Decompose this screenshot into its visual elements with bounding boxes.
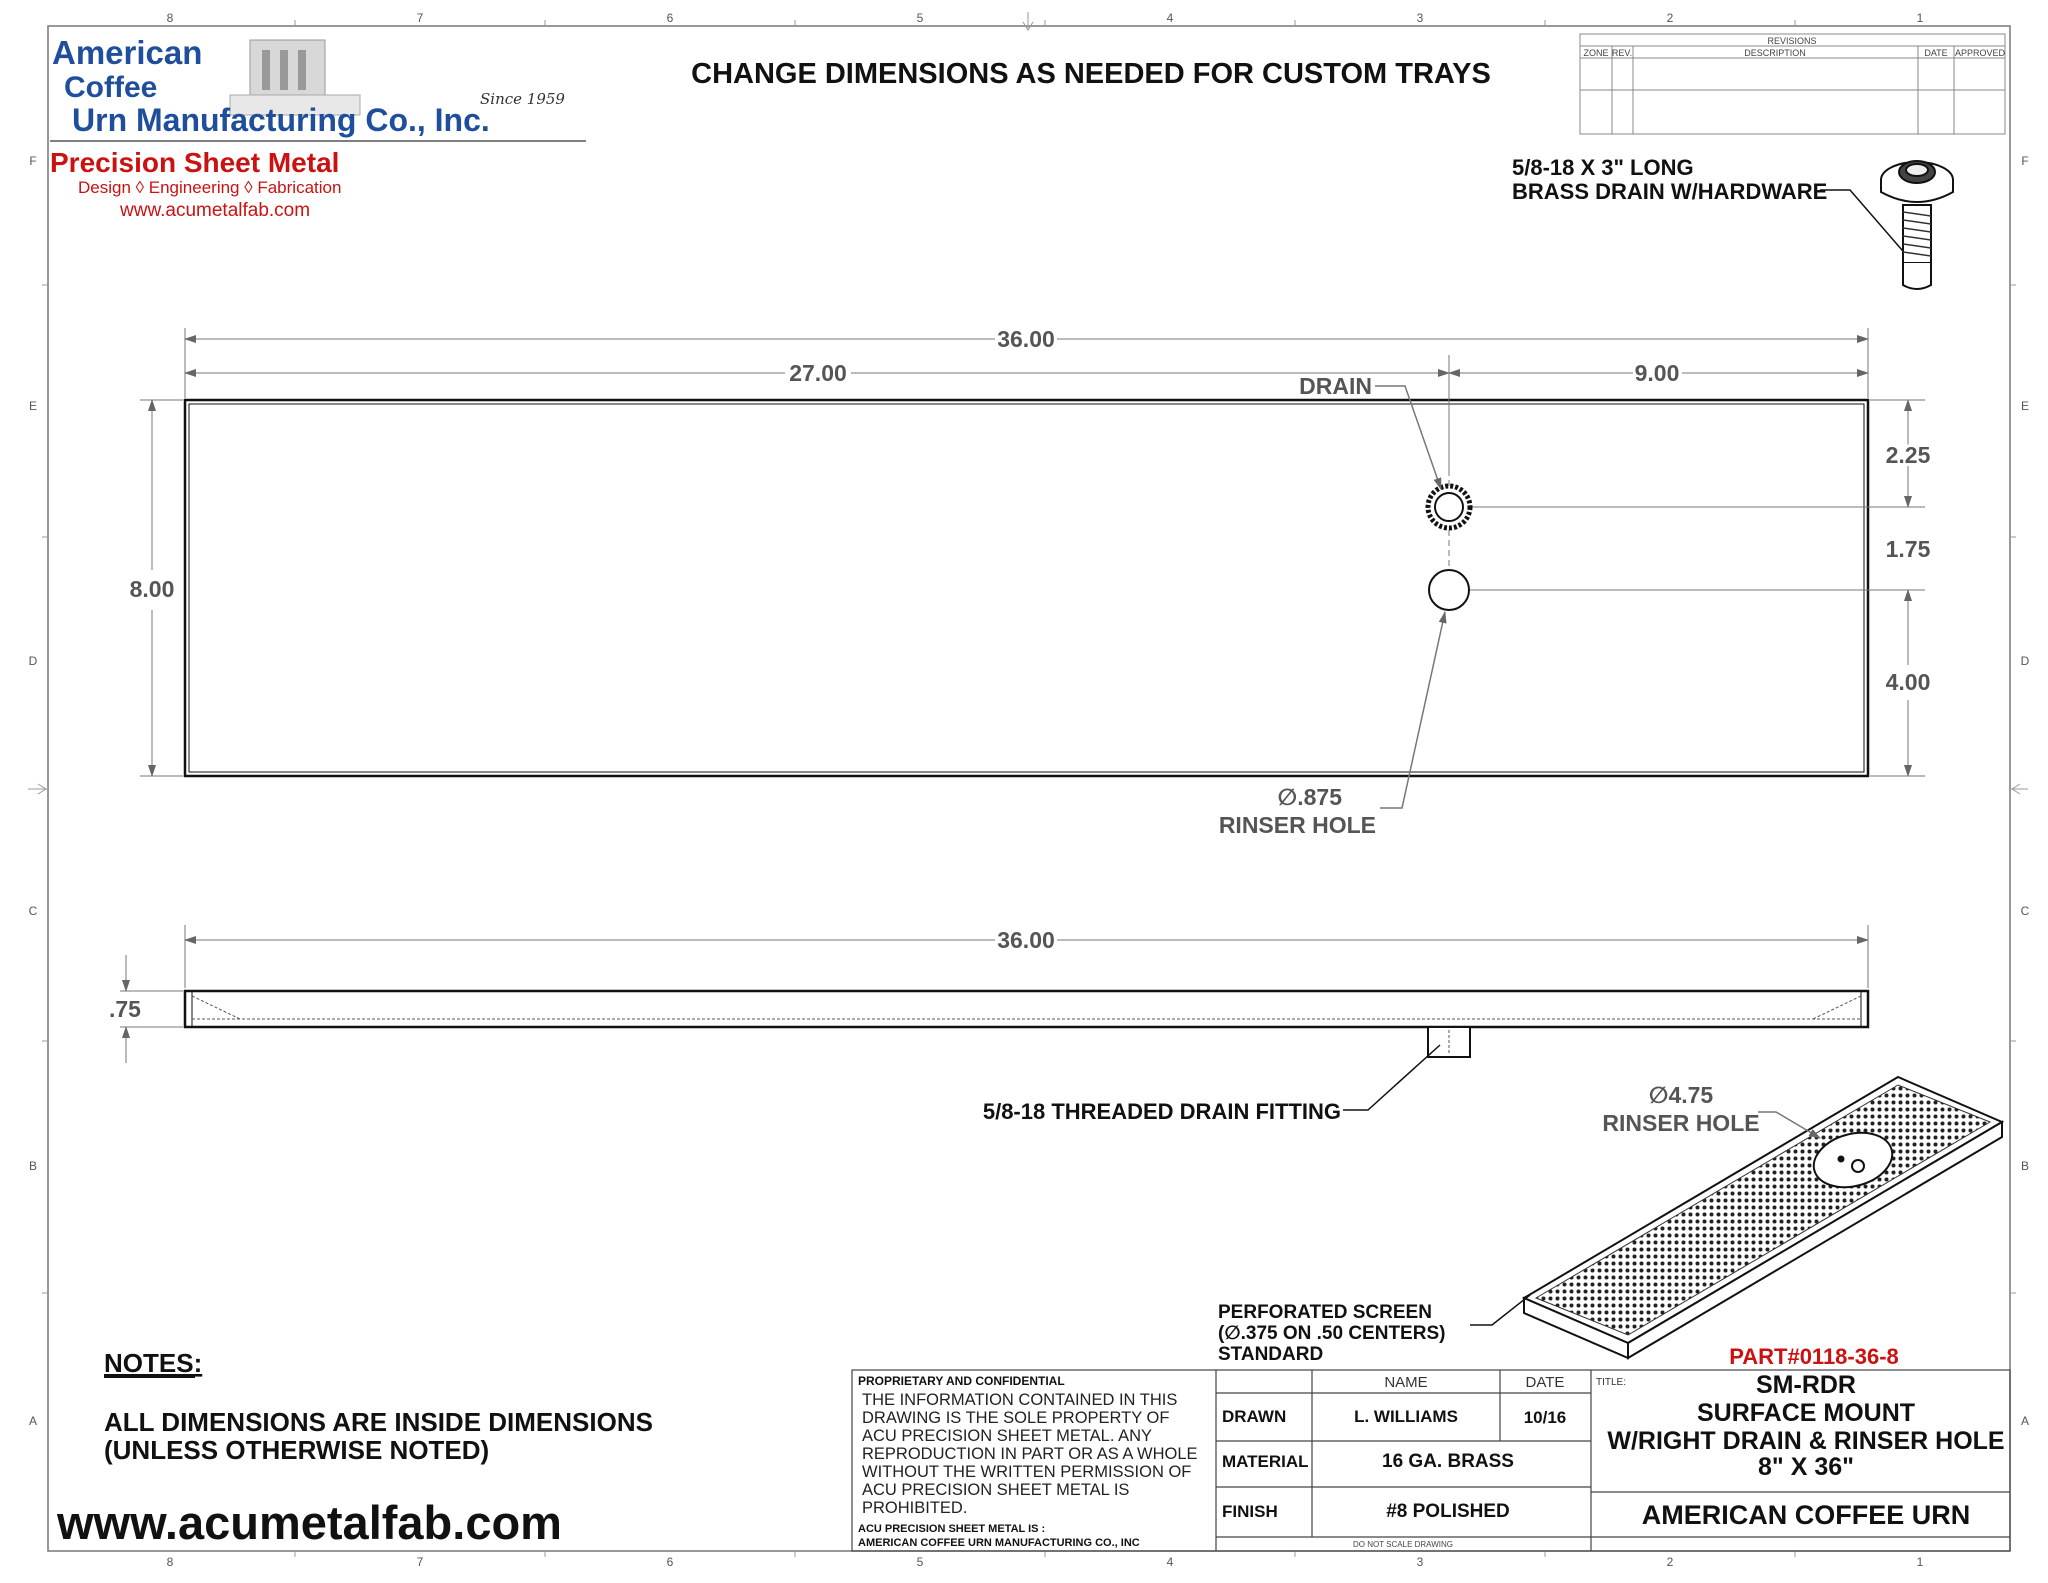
dim-side-height: .75 xyxy=(109,996,141,1022)
logo-psm: Precision Sheet Metal xyxy=(50,147,340,178)
hardware-note-line1: 5/8-18 X 3" LONG xyxy=(1512,155,1694,180)
notes-line2: (UNLESS OTHERWISE NOTED) xyxy=(104,1435,490,1465)
rev-col-description: DESCRIPTION xyxy=(1744,48,1806,58)
zone-row-right-B: B xyxy=(2020,1159,2030,1173)
notes-heading: NOTES: xyxy=(104,1348,203,1378)
zone-row-right-A: A xyxy=(2020,1414,2030,1428)
proprietary-line: REPRODUCTION IN PART OR AS A WHOLE xyxy=(862,1445,1198,1463)
rinser-label: RINSER HOLE xyxy=(1218,812,1376,838)
date-header: DATE xyxy=(1525,1374,1565,1391)
logo-line1: American xyxy=(52,34,203,71)
zone-row-right-F: F xyxy=(2021,154,2029,168)
iso-rinser-label: RINSER HOLE xyxy=(1602,1110,1760,1136)
logo-since: Since 1959 xyxy=(480,90,565,108)
acu-is-label: ACU PRECISION SHEET METAL IS : xyxy=(858,1523,1046,1535)
title-company: AMERICAN COFFEE URN xyxy=(1641,1500,1971,1530)
acu-company: AMERICAN COFFEE URN MANUFACTURING CO., INC xyxy=(858,1537,1140,1549)
zone-row-left-A: A xyxy=(28,1414,38,1428)
drain-label: DRAIN xyxy=(1299,373,1372,399)
fitting-label: 5/8-18 THREADED DRAIN FITTING xyxy=(982,1099,1341,1124)
rev-col-approved: APPROVED xyxy=(1954,48,2006,58)
dim-side-width: 36.00 xyxy=(997,927,1055,953)
zone-col-top-5: 5 xyxy=(916,11,924,25)
zone-col-top-8: 8 xyxy=(166,11,174,25)
dim-overall-width: 36.00 xyxy=(997,326,1055,352)
proprietary-line: WITHOUT THE WRITTEN PERMISSION OF xyxy=(862,1463,1192,1481)
dim-depth: 8.00 xyxy=(129,576,175,602)
zone-col-top-3: 3 xyxy=(1416,11,1424,25)
drain-leader xyxy=(1375,386,1441,489)
zone-col-top-7: 7 xyxy=(416,11,424,25)
title-line2: SURFACE MOUNT xyxy=(1696,1399,1916,1427)
dim-rinser-to-bottom: 4.00 xyxy=(1885,669,1931,695)
zone-row-right-D: D xyxy=(2020,654,2030,668)
material-label: MATERIAL xyxy=(1222,1452,1309,1471)
logo-line2: Coffee xyxy=(64,71,158,104)
finish-value: #8 POLISHED xyxy=(1386,1501,1510,1522)
zone-ticks xyxy=(42,20,2016,1557)
zone-col-bottom-5: 5 xyxy=(916,1555,924,1569)
sheet-border xyxy=(48,26,2010,1551)
zone-col-top-6: 6 xyxy=(666,11,674,25)
zone-row-left-B: B xyxy=(28,1159,38,1173)
rinser-leader xyxy=(1380,612,1445,808)
zone-col-bottom-1: 1 xyxy=(1916,1555,1924,1569)
zone-col-bottom-7: 7 xyxy=(416,1555,424,1569)
tray-side-outline xyxy=(185,991,1868,1027)
proprietary-line: PROHIBITED. xyxy=(862,1499,968,1517)
screen-note-line2: (∅.375 ON .50 CENTERS) xyxy=(1218,1323,1446,1344)
fitting-leader xyxy=(1343,1045,1440,1110)
center-mark-top xyxy=(1023,12,1033,30)
logo-line3: Urn Manufacturing Co., Inc. xyxy=(72,102,490,138)
title-line4: 8" X 36" xyxy=(1758,1453,1854,1481)
screen-note-line3: STANDARD xyxy=(1218,1344,1324,1365)
plan-view xyxy=(130,326,1931,838)
proprietary-line: ACU PRECISION SHEET METAL IS xyxy=(862,1481,1130,1499)
proprietary-text xyxy=(862,1391,1198,1517)
title-line3: W/RIGHT DRAIN & RINSER HOLE xyxy=(1607,1427,2005,1455)
proprietary-line: DRAWING IS THE SOLE PROPERTY OF xyxy=(862,1409,1170,1427)
iso-rinser-diameter: ∅4.75 xyxy=(1648,1082,1714,1108)
zone-col-top-4: 4 xyxy=(1166,11,1174,25)
title-label: TITLE: xyxy=(1596,1377,1627,1388)
logo-site: www.acumetalfab.com xyxy=(120,200,311,221)
zone-col-bottom-2: 2 xyxy=(1666,1555,1674,1569)
logo-tagline: Design ◊ Engineering ◊ Fabrication xyxy=(78,178,342,197)
rev-col-rev: REV. xyxy=(1611,48,1633,58)
company-logo xyxy=(50,34,586,221)
revisions-title: REVISIONS xyxy=(1767,36,1817,46)
proprietary-line: ACU PRECISION SHEET METAL. ANY xyxy=(862,1427,1153,1445)
zone-col-bottom-8: 8 xyxy=(166,1555,174,1569)
zone-row-right-E: E xyxy=(2020,399,2030,413)
rinser-diameter: ∅.875 xyxy=(1277,784,1342,810)
tray-plan-outline xyxy=(185,400,1868,776)
rinser-hole xyxy=(1429,570,1469,610)
side-view xyxy=(109,925,1868,1124)
zone-row-left-F: F xyxy=(29,154,37,168)
zone-row-left-C: C xyxy=(28,904,38,918)
dim-top-to-drain: 2.25 xyxy=(1885,442,1931,468)
proprietary-line: THE INFORMATION CONTAINED IN THIS xyxy=(862,1391,1178,1409)
rev-col-zone: ZONE xyxy=(1583,48,1609,58)
drawn-date: 10/16 xyxy=(1523,1408,1567,1427)
center-mark-left xyxy=(28,784,46,794)
zone-row-left-D: D xyxy=(28,654,38,668)
do-not-scale: DO NOT SCALE DRAWING xyxy=(1352,1540,1454,1549)
brass-drain-icon xyxy=(1881,161,1953,289)
zone-col-top-2: 2 xyxy=(1666,11,1674,25)
zone-col-bottom-4: 4 xyxy=(1166,1555,1174,1569)
zone-row-left-E: E xyxy=(28,399,38,413)
hardware-leader xyxy=(1820,190,1915,265)
dim-left-width: 27.00 xyxy=(789,360,847,386)
finish-label: FINISH xyxy=(1222,1502,1278,1521)
drawn-label: DRAWN xyxy=(1222,1407,1287,1426)
dim-right-width: 9.00 xyxy=(1634,360,1680,386)
material-value: 16 GA. BRASS xyxy=(1382,1451,1514,1472)
title-line1: SM-RDR xyxy=(1756,1371,1856,1399)
zone-col-bottom-3: 3 xyxy=(1416,1555,1424,1569)
zone-col-top-1: 1 xyxy=(1916,11,1924,25)
proprietary-heading: PROPRIETARY AND CONFIDENTIAL xyxy=(858,1374,1065,1388)
rev-col-date: DATE xyxy=(1924,48,1948,58)
center-mark-right xyxy=(2012,784,2028,794)
name-header: NAME xyxy=(1384,1374,1428,1391)
drawn-name: L. WILLIAMS xyxy=(1354,1407,1458,1426)
zone-col-bottom-6: 6 xyxy=(666,1555,674,1569)
zone-row-right-C: C xyxy=(2020,904,2030,918)
screen-note-line1: PERFORATED SCREEN xyxy=(1218,1302,1432,1323)
dim-drain-to-rinser: 1.75 xyxy=(1885,536,1931,562)
notes-line1: ALL DIMENSIONS ARE INSIDE DIMENSIONS xyxy=(104,1407,653,1437)
part-number: PART#0118-36-8 xyxy=(1729,1344,1899,1369)
screen-leader xyxy=(1470,1295,1530,1325)
zone-labels xyxy=(29,11,2030,1569)
website-footer: www.acumetalfab.com xyxy=(57,1496,562,1549)
hardware-note-line2: BRASS DRAIN W/HARDWARE xyxy=(1512,179,1828,204)
header-title: CHANGE DIMENSIONS AS NEEDED FOR CUSTOM TRAYS xyxy=(691,58,1491,90)
